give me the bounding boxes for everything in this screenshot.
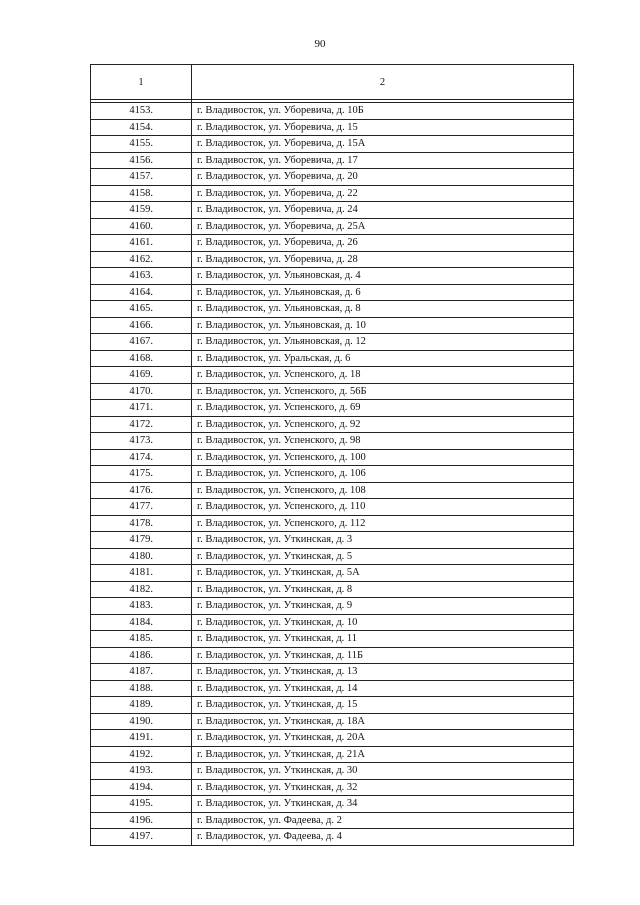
address-cell: г. Владивосток, ул. Уткинская, д. 13 (192, 664, 574, 681)
address-cell: г. Владивосток, ул. Фадеева, д. 4 (192, 829, 574, 846)
row-number-cell: 4185. (91, 631, 192, 648)
table-row (91, 647, 574, 664)
address-cell: г. Владивосток, ул. Успенского, д. 56Б (192, 383, 574, 400)
address-cell: г. Владивосток, ул. Уральская, д. 6 (192, 350, 574, 367)
address-cell: г. Владивосток, ул. Уткинская, д. 10 (192, 614, 574, 631)
row-number-cell: 4197. (91, 829, 192, 846)
table-row (91, 284, 574, 301)
table-row (91, 202, 574, 219)
row-number-cell: 4164. (91, 284, 192, 301)
table-row (91, 152, 574, 169)
row-number-cell: 4174. (91, 449, 192, 466)
row-number-cell: 4162. (91, 251, 192, 268)
address-cell: г. Владивосток, ул. Уборевича, д. 15 (192, 119, 574, 136)
row-number-cell: 4196. (91, 812, 192, 829)
address-cell: г. Владивосток, ул. Уборевича, д. 15А (192, 136, 574, 153)
row-number-cell: 4179. (91, 532, 192, 549)
address-cell: г. Владивосток, ул. Фадеева, д. 2 (192, 812, 574, 829)
address-cell: г. Владивосток, ул. Уборевича, д. 22 (192, 185, 574, 202)
row-number-cell: 4186. (91, 647, 192, 664)
table-row (91, 383, 574, 400)
row-number-cell: 4167. (91, 334, 192, 351)
address-cell: г. Владивосток, ул. Уткинская, д. 20А (192, 730, 574, 747)
row-number-cell: 4157. (91, 169, 192, 186)
table-row (91, 185, 574, 202)
row-number-cell: 4190. (91, 713, 192, 730)
row-number-cell: 4161. (91, 235, 192, 252)
row-number-cell: 4172. (91, 416, 192, 433)
table-row (91, 598, 574, 615)
table-row (91, 103, 574, 120)
row-number-cell: 4178. (91, 515, 192, 532)
row-number-cell: 4165. (91, 301, 192, 318)
table-row (91, 697, 574, 714)
row-number-cell: 4182. (91, 581, 192, 598)
address-cell: г. Владивосток, ул. Уткинская, д. 11 (192, 631, 574, 648)
table-row (91, 136, 574, 153)
table-row (91, 515, 574, 532)
row-number-cell: 4155. (91, 136, 192, 153)
address-cell: г. Владивосток, ул. Уткинская, д. 34 (192, 796, 574, 813)
address-cell: г. Владивосток, ул. Успенского, д. 18 (192, 367, 574, 384)
address-cell: г. Владивосток, ул. Уткинская, д. 15 (192, 697, 574, 714)
address-cell: г. Владивосток, ул. Уткинская, д. 3 (192, 532, 574, 549)
row-number-cell: 4192. (91, 746, 192, 763)
table-row (91, 730, 574, 747)
table-row (91, 532, 574, 549)
table-row (91, 268, 574, 285)
table-row (91, 796, 574, 813)
header-column-1: 1 (91, 65, 192, 100)
address-cell: г. Владивосток, ул. Ульяновская, д. 6 (192, 284, 574, 301)
table-row (91, 169, 574, 186)
table-row (91, 367, 574, 384)
table-row (91, 433, 574, 450)
row-number-cell: 4184. (91, 614, 192, 631)
row-number-cell: 4166. (91, 317, 192, 334)
row-number-cell: 4159. (91, 202, 192, 219)
address-cell: г. Владивосток, ул. Успенского, д. 110 (192, 499, 574, 516)
address-cell: г. Владивосток, ул. Успенского, д. 108 (192, 482, 574, 499)
address-cell: г. Владивосток, ул. Уткинская, д. 30 (192, 763, 574, 780)
address-cell: г. Владивосток, ул. Уткинская, д. 5 (192, 548, 574, 565)
table-row (91, 746, 574, 763)
row-number-cell: 4160. (91, 218, 192, 235)
table-row (91, 812, 574, 829)
row-number-cell: 4170. (91, 383, 192, 400)
page-number: 90 (314, 38, 326, 50)
table-row (91, 350, 574, 367)
address-cell: г. Владивосток, ул. Уборевича, д. 26 (192, 235, 574, 252)
address-cell: г. Владивосток, ул. Ульяновская, д. 4 (192, 268, 574, 285)
row-number-cell: 4168. (91, 350, 192, 367)
row-number-cell: 4158. (91, 185, 192, 202)
table-row (91, 664, 574, 681)
address-cell: г. Владивосток, ул. Уткинская, д. 9 (192, 598, 574, 615)
row-number-cell: 4163. (91, 268, 192, 285)
table-row (91, 763, 574, 780)
row-number-cell: 4175. (91, 466, 192, 483)
table-row (91, 466, 574, 483)
address-cell: г. Владивосток, ул. Успенского, д. 92 (192, 416, 574, 433)
table-body (91, 103, 574, 846)
table-row (91, 251, 574, 268)
table-row (91, 829, 574, 846)
row-number-cell: 4194. (91, 779, 192, 796)
table-row (91, 713, 574, 730)
table-row (91, 581, 574, 598)
row-number-cell: 4195. (91, 796, 192, 813)
address-cell: г. Владивосток, ул. Уткинская, д. 5А (192, 565, 574, 582)
row-number-cell: 4189. (91, 697, 192, 714)
address-cell: г. Владивосток, ул. Уткинская, д. 8 (192, 581, 574, 598)
address-cell: г. Владивосток, ул. Уборевича, д. 25А (192, 218, 574, 235)
address-cell: г. Владивосток, ул. Уткинская, д. 14 (192, 680, 574, 697)
table-row (91, 119, 574, 136)
row-number-cell: 4181. (91, 565, 192, 582)
table-row (91, 301, 574, 318)
address-cell: г. Владивосток, ул. Уборевича, д. 17 (192, 152, 574, 169)
table-row (91, 416, 574, 433)
table-row (91, 400, 574, 417)
table-row (91, 779, 574, 796)
address-cell: г. Владивосток, ул. Успенского, д. 106 (192, 466, 574, 483)
table-header (91, 65, 574, 103)
table-row (91, 565, 574, 582)
address-cell: г. Владивосток, ул. Успенского, д. 112 (192, 515, 574, 532)
table-row (91, 680, 574, 697)
address-cell: г. Владивосток, ул. Успенского, д. 100 (192, 449, 574, 466)
address-cell: г. Владивосток, ул. Уборевича, д. 10Б (192, 103, 574, 120)
table-row (91, 548, 574, 565)
address-table (90, 64, 574, 846)
table-row (91, 631, 574, 648)
table-row (91, 218, 574, 235)
row-number-cell: 4154. (91, 119, 192, 136)
address-cell: г. Владивосток, ул. Ульяновская, д. 12 (192, 334, 574, 351)
address-cell: г. Владивосток, ул. Уткинская, д. 32 (192, 779, 574, 796)
table-row (91, 499, 574, 516)
row-number-cell: 4156. (91, 152, 192, 169)
address-cell: г. Владивосток, ул. Ульяновская, д. 8 (192, 301, 574, 318)
table-row (91, 235, 574, 252)
row-number-cell: 4169. (91, 367, 192, 384)
address-cell: г. Владивосток, ул. Уборевича, д. 28 (192, 251, 574, 268)
address-cell: г. Владивосток, ул. Ульяновская, д. 10 (192, 317, 574, 334)
address-cell: г. Владивосток, ул. Успенского, д. 69 (192, 400, 574, 417)
header-row (91, 65, 574, 100)
row-number-cell: 4153. (91, 103, 192, 120)
table-row (91, 482, 574, 499)
table-row (91, 317, 574, 334)
row-number-cell: 4191. (91, 730, 192, 747)
row-number-cell: 4193. (91, 763, 192, 780)
address-cell: г. Владивосток, ул. Уборевича, д. 20 (192, 169, 574, 186)
address-cell: г. Владивосток, ул. Уборевича, д. 24 (192, 202, 574, 219)
row-number-cell: 4171. (91, 400, 192, 417)
header-column-2: 2 (192, 65, 574, 100)
row-number-cell: 4188. (91, 680, 192, 697)
address-cell: г. Владивосток, ул. Успенского, д. 98 (192, 433, 574, 450)
table-row (91, 614, 574, 631)
address-cell: г. Владивосток, ул. Уткинская, д. 11Б (192, 647, 574, 664)
table-row (91, 334, 574, 351)
row-number-cell: 4187. (91, 664, 192, 681)
row-number-cell: 4183. (91, 598, 192, 615)
address-cell: г. Владивосток, ул. Уткинская, д. 21А (192, 746, 574, 763)
address-cell: г. Владивосток, ул. Уткинская, д. 18А (192, 713, 574, 730)
row-number-cell: 4176. (91, 482, 192, 499)
table-row (91, 449, 574, 466)
address-table-container (90, 64, 571, 846)
row-number-cell: 4180. (91, 548, 192, 565)
row-number-cell: 4177. (91, 499, 192, 516)
row-number-cell: 4173. (91, 433, 192, 450)
